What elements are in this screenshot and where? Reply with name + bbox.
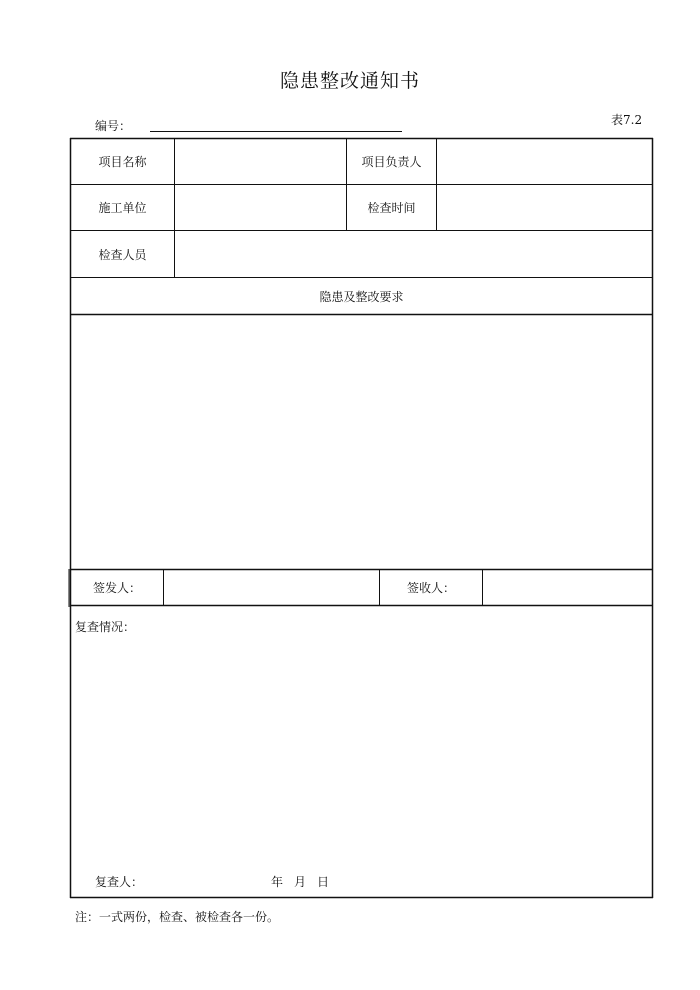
construction-unit-label: 施工单位 [98, 201, 147, 215]
project-manager-field[interactable] [437, 139, 652, 184]
rechecker-label: 复查人： [95, 875, 144, 889]
receiver-label: 签收人： [406, 581, 455, 595]
project-name-label: 项目名称 [98, 155, 147, 169]
inspectors-label: 检查人员 [98, 247, 147, 262]
hazard-requirements-area[interactable] [71, 315, 652, 569]
recheck-status-label: 复查情况： [75, 620, 136, 634]
construction-unit-field[interactable] [175, 185, 346, 230]
issuer-label: 签发人： [92, 581, 141, 595]
date-year: 年 [271, 875, 284, 889]
form-code: 表7.2 [611, 113, 643, 127]
number-label: 编号： [95, 119, 132, 133]
date-month: 月 [294, 875, 307, 889]
hazard-section-header: 隐患及整改要求 [319, 289, 404, 304]
project-name-field[interactable] [175, 139, 346, 184]
receiver-field[interactable] [483, 570, 652, 605]
date-day: 日 [317, 875, 330, 889]
project-manager-label: 项目负责人 [361, 155, 422, 169]
recheck-area[interactable] [71, 606, 652, 897]
footer-note: 注：一式两份，检查、被检查各一份。 [75, 910, 280, 924]
page-title: 隐患整改通知书 [279, 70, 420, 92]
inspection-time-label: 检查时间 [367, 201, 416, 215]
inspection-time-field[interactable] [437, 185, 652, 230]
issuer-field[interactable] [164, 570, 379, 605]
inspectors-field[interactable] [175, 231, 652, 277]
